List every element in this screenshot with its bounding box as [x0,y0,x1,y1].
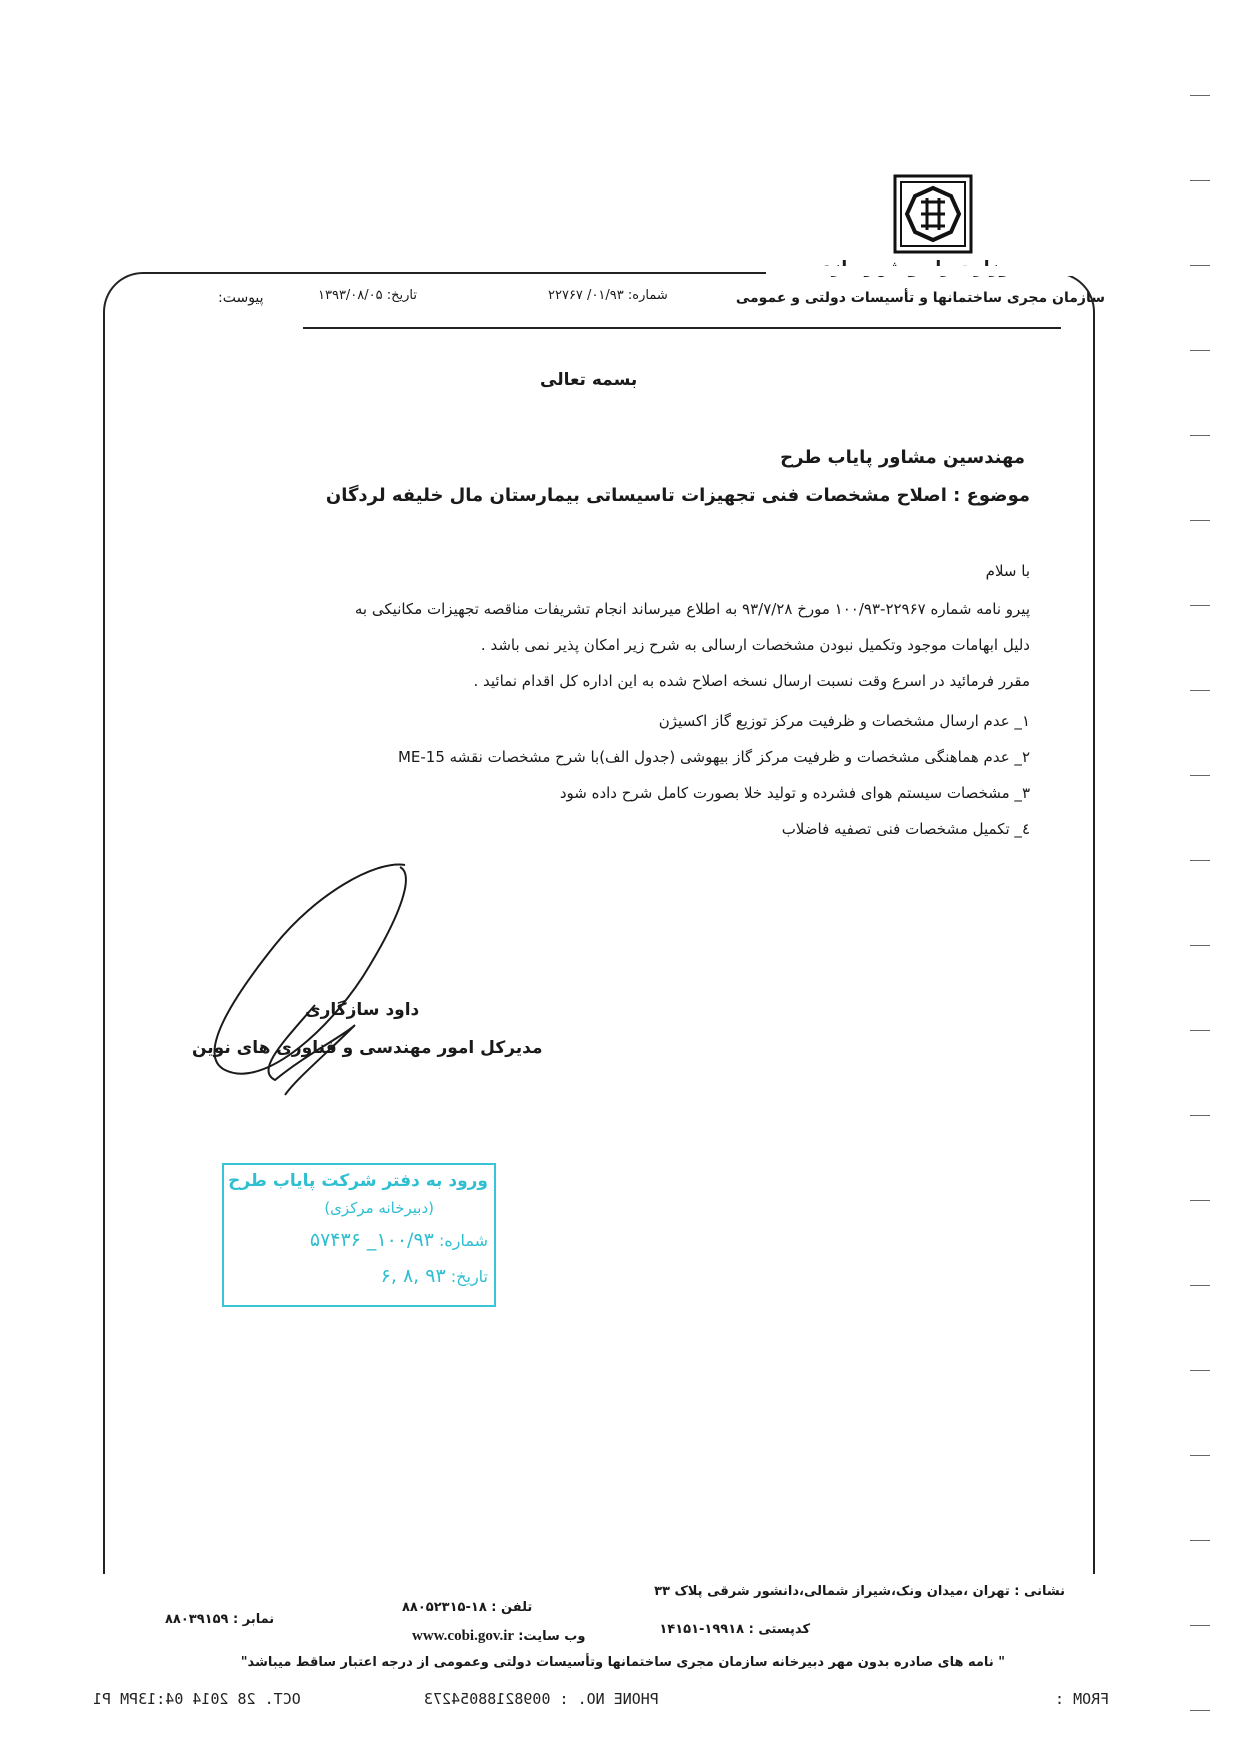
list-item: ۲_ عدم هماهنگی مشخصات و ظرفیت مرکز گاز بیهوشی (جدول الف)با شرح مشخصات نقشه ME-15 [397,748,1030,766]
stamp-number-label: شماره: [438,1231,488,1250]
margin-dash [1190,1030,1210,1031]
margin-dash [1190,860,1210,861]
stamp-number [310,1229,488,1251]
paragraph-1-line-2: دلیل ابهامات موجود وتکمیل نبودن مشخصات ارسالی به شرح زیر امکان پذیر نمی باشد . [480,636,1030,654]
fax-from: FROM : [1055,1690,1110,1708]
ministry-logo-icon [893,174,973,254]
footer-address: نشانی : تهران ،میدان ونک،شیراز شمالی،دانشور شرقی پلاک ۳۳ [654,1584,1065,1599]
margin-dash [1190,265,1210,266]
subject-line: موضوع : اصلاح مشخصات فنی تجهیزات تاسیساتی بیمارستان مال خلیفه لردگان [325,485,1030,506]
list-item: ٤_ تکمیل مشخصات فنی تصفیه فاضلاب [781,820,1030,838]
footer-website [412,1628,585,1645]
greeting: با سلام [985,562,1030,580]
margin-dash [1190,1200,1210,1201]
list-item: ۳_ مشخصات سیستم هوای فشرده و تولید خلا بصورت کامل شرح داده شود [559,784,1030,802]
paragraph-1-line-1: پیرو نامه شماره ۲۲۹۶۷-۱۰۰/۹۳ مورخ ۹۳/۷/۲۸ به اطلاع میرساند انجام تشریفات مناقصه تجهیزات مکانیکی به [354,600,1030,618]
footer-phone: تلفن : ۱۸-۸۸۰۵۲۳۱۵ [402,1600,533,1615]
organization-name: سازمان مجری ساختمانها و تأسیسات دولتی و عمومی [735,290,1105,306]
signature-scribble [195,855,455,1105]
signer-name: داود سازگاری [305,1000,420,1020]
website-url: www.cobi.gov.ir [412,1628,515,1644]
margin-dash [1190,180,1210,181]
margin-dash [1190,1710,1210,1711]
stamp-number-value: ۱۰۰/۹۳_ ۵۷۴۳۶ [309,1229,434,1251]
date-value: ۱۳۹۳/۰۸/۰۵ [318,288,383,303]
signer-title: مدیرکل امور مهندسی و فناوری های نوین [192,1038,543,1058]
stamp-date [381,1265,488,1287]
margin-dash [1190,1285,1210,1286]
number-value: ۰۱/۹۳/ ۲۲۷۶۷ [548,288,624,303]
number-label: شماره: [627,288,668,303]
attachment-label: پیوست: [218,290,264,306]
margin-dash [1190,1540,1210,1541]
margin-dash [1190,1115,1210,1116]
margin-dash [1190,1455,1210,1456]
fax-datetime: OCT. 28 2014 04:13PM P1 [93,1690,301,1708]
header-divider [303,327,1061,329]
margin-dash [1190,350,1210,351]
website-label: وب سایت: [518,1629,586,1644]
frame-gap [766,266,1126,276]
footer-fax: نمابر : ۸۸۰۳۹۱۵۹ [165,1612,275,1627]
list-item: ۱_ عدم ارسال مشخصات و ظرفیت مرکز توزیع گاز اکسیژن [658,712,1030,730]
margin-dash [1190,775,1210,776]
stamp-date-label: تاریخ: [450,1267,488,1286]
footer-postal: کدپستی : ۱۹۹۱۸-۱۴۱۵۱ [659,1622,810,1637]
footer-notice: " نامه های صادره بدون مهر دبیرخانه سازمان مجری ساختمانها وتأسیسات دولتی وعمومی از درجه اعتبار ساقط میباشد" [240,1655,1005,1670]
margin-dash [1190,95,1210,96]
invocation: بسمه تعالی [540,370,638,390]
paragraph-2: مقرر فرمائید در اسرع وقت نسبت ارسال نسخه اصلاح شده به این اداره کل اقدام نمائید . [473,672,1030,690]
margin-dash [1190,690,1210,691]
stamp-line-1: ورود به دفتر شرکت پایاب طرح [228,1171,488,1191]
margin-dash [1190,520,1210,521]
receipt-stamp [222,1163,496,1307]
stamp-line-2: (دبیرخانه مرکزی) [324,1199,434,1217]
margin-dash [1190,1370,1210,1371]
date-label: تاریخ: [386,288,418,303]
margin-dash [1190,1625,1210,1626]
margin-dash [1190,435,1210,436]
margin-dash [1190,945,1210,946]
margin-dash [1190,605,1210,606]
stamp-date-value: ۹۳ ,۸ ,۶ [380,1265,446,1287]
recipient: مهندسین مشاور پایاب طرح [780,447,1025,468]
fax-phone: PHONE NO. : 00982188054273 [424,1690,659,1708]
